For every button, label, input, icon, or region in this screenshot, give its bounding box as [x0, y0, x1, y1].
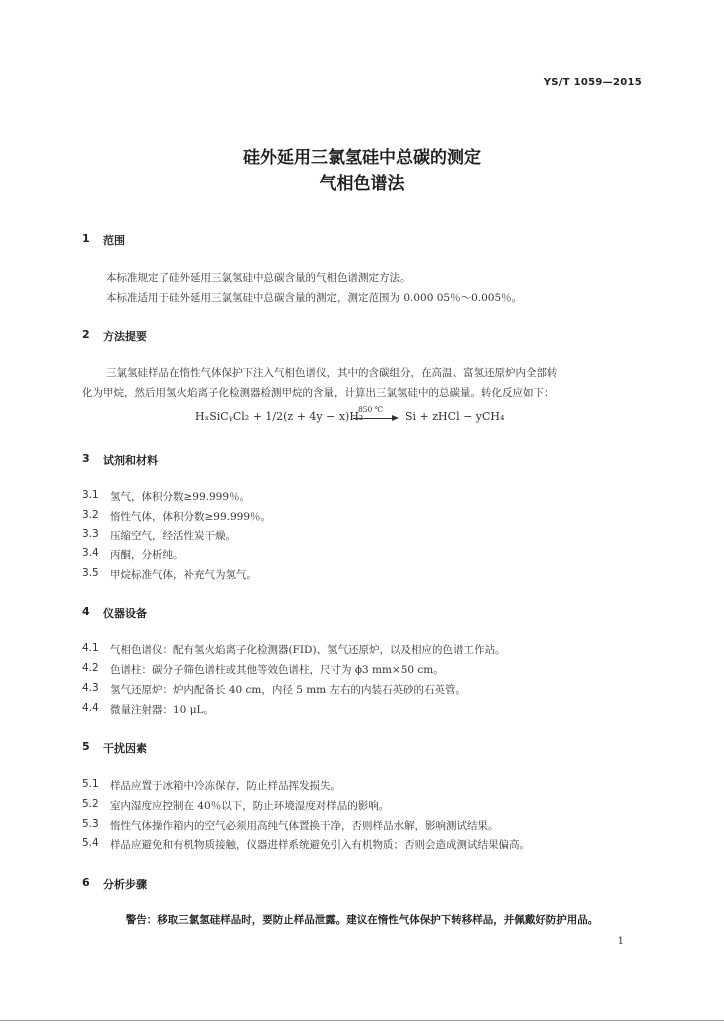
list-item: 样品应置于冰箱中冷冻保存，防止样品挥发损失。	[110, 780, 341, 792]
section-number: 4	[82, 605, 90, 618]
reaction-arrow-line	[353, 418, 393, 419]
paragraph: 三氯氢硅样品在惰性气体保护下注入气相色谱仪，其中的含碳组分，在高温、富氢还原炉内全部转	[106, 367, 558, 379]
item-number: 5.4	[82, 837, 99, 849]
item-number: 3.4	[82, 547, 99, 559]
list-item: 惰性气体，体积分数≥99.999％。	[110, 511, 272, 523]
item-number: 5.2	[82, 798, 99, 810]
list-item: 氢气，体积分数≥99.999％。	[110, 491, 251, 503]
section-title-method: 方法提要	[103, 330, 147, 343]
section-number: 5	[82, 740, 90, 753]
paragraph: 化为甲烷，然后用氢火焰离子化检测器检测甲烷的含量，计算出三氯氢硅中的总碳量。转化反应如下：	[82, 387, 555, 399]
list-item: 气相色谱仪：配有氢火焰离子化检测器(FID)、氢气还原炉，以及相应的色谱工作站。	[110, 644, 506, 656]
document-subtitle: 气相色谱法	[319, 174, 405, 194]
list-item: 微量注射器：10 μL。	[110, 704, 214, 716]
list-item: 样品应避免和有机物质接触，仪器进样系统避免引入有机物质；否则会造成测试结果偏高。	[110, 839, 530, 851]
item-number: 4.2	[82, 662, 99, 674]
list-item: 氢气还原炉：炉内配备长 40 cm，内径 5 mm 左右的内装石英砂的石英管。	[110, 684, 466, 696]
item-number: 3.2	[82, 509, 99, 521]
section-title-reagents: 试剂和材料	[103, 454, 158, 467]
section-number: 1	[82, 232, 90, 245]
item-number: 3.5	[82, 567, 99, 579]
list-item: 甲烷标准气体，补充气为氢气。	[110, 569, 257, 581]
section-title-procedure: 分析步骤	[103, 878, 147, 891]
list-item: 压缩空气，经活性炭干燥。	[110, 530, 236, 542]
section-title-interference: 干扰因素	[103, 742, 147, 755]
item-number: 3.3	[82, 528, 99, 540]
equation-lhs: HₓSiCᵧCl₂ + 1/2(z + 4y − x)H₂	[195, 410, 364, 423]
item-number: 3.1	[82, 489, 99, 501]
item-number: 5.3	[82, 818, 99, 830]
section-number: 3	[82, 452, 90, 465]
section-title-scope: 范围	[103, 234, 125, 247]
standard-code: YS/T 1059—2015	[543, 77, 642, 88]
document-title: 硅外延用三氯氢硅中总碳的测定	[243, 148, 481, 168]
arrow-right-icon	[392, 415, 399, 421]
equation-condition: 850 ℃	[358, 405, 384, 414]
item-number: 5.1	[82, 778, 99, 790]
warning-text: 警告：移取三氯氢硅样品时，要防止样品泄露。建议在惰性气体保护下转移样品，并佩戴好防护用品。	[125, 914, 599, 926]
list-item: 色谱柱：碳分子筛色谱柱或其他等效色谱柱，尺寸为 ϕ3 mm×50 cm。	[110, 664, 444, 676]
paragraph: 本标准规定了硅外延用三氯氢硅中总碳含量的气相色谱测定方法。	[106, 272, 411, 284]
section-number: 2	[82, 328, 90, 341]
item-number: 4.3	[82, 682, 99, 694]
list-item: 惰性气体操作箱内的空气必须用高纯气体置换干净，否则样品水解，影响测试结果。	[110, 820, 499, 832]
page-number: 1	[617, 936, 624, 947]
item-number: 4.4	[82, 702, 99, 714]
list-item: 室内湿度应控制在 40％以下，防止环境湿度对样品的影响。	[110, 800, 390, 812]
section-title-apparatus: 仪器设备	[103, 607, 147, 620]
section-number: 6	[82, 876, 90, 889]
item-number: 4.1	[82, 642, 99, 654]
equation-rhs: Si + zHCl − yCH₄	[405, 410, 505, 423]
list-item: 丙酮，分析纯。	[110, 549, 184, 561]
page-bottom-rule	[0, 1020, 724, 1021]
paragraph: 本标准适用于硅外延用三氯氢硅中总碳含量的测定，测定范围为 0.000 05％～0.005％。	[106, 292, 523, 304]
